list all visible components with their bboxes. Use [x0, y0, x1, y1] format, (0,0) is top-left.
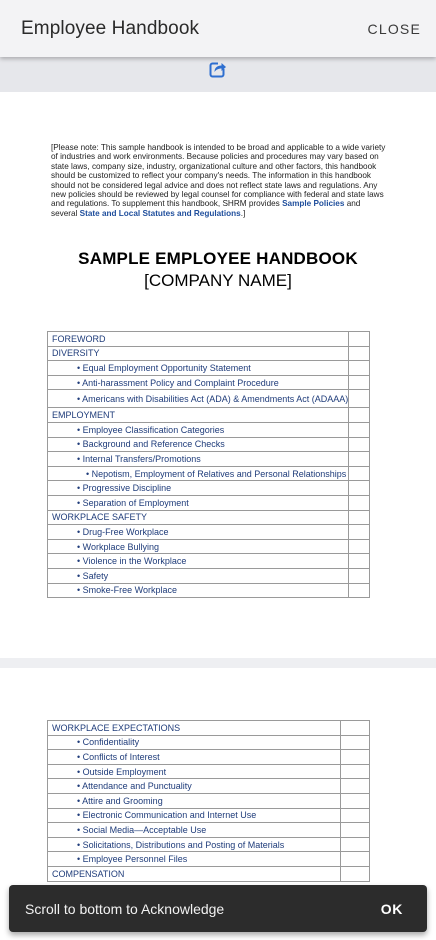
- toc-row[interactable]: [48, 568, 370, 583]
- toc-row[interactable]: [48, 390, 370, 408]
- toc-entry-label: • Electronic Communication and Internet Use: [48, 808, 341, 823]
- toc-page-number-cell: [349, 510, 370, 525]
- toc-entry-label: • Progressive Discipline: [48, 481, 349, 496]
- handbook-title: SAMPLE EMPLOYEE HANDBOOK: [78, 249, 358, 268]
- toc-page-number-cell: [349, 346, 370, 361]
- sample-policies-link[interactable]: Sample Policies: [282, 199, 345, 209]
- toc-row[interactable]: [48, 437, 370, 452]
- toc-row[interactable]: [48, 852, 370, 867]
- toc-page-number-cell: [341, 852, 370, 867]
- snackbar-message: Scroll to bottom to Acknowledge: [25, 900, 225, 917]
- toc-entry-label: • Background and Reference Checks: [48, 437, 349, 452]
- toc-section-label: WORKPLACE SAFETY: [48, 510, 349, 525]
- note-text: and several: [51, 199, 361, 218]
- toc-entry-label: • Employee Classification Categories: [48, 422, 349, 437]
- toc-page-number-cell: [341, 866, 370, 881]
- toc-row[interactable]: [48, 452, 370, 467]
- toc-page-number-cell: [349, 332, 370, 347]
- page-title: Employee Handbook: [21, 17, 200, 39]
- share-icon[interactable]: [209, 60, 227, 78]
- toc-row[interactable]: [48, 721, 370, 736]
- disclaimer-note: [51, 143, 389, 218]
- toc-entry-label: • Safety: [48, 568, 349, 583]
- toc-page-number-cell: [349, 466, 370, 481]
- toc-entry-label: • Separation of Employment: [48, 495, 349, 510]
- toc-page-number-cell: [349, 452, 370, 467]
- toc-row[interactable]: [48, 495, 370, 510]
- table-of-contents: [47, 720, 370, 882]
- toc-page-number-cell: [349, 554, 370, 569]
- toc-page-number-cell: [349, 437, 370, 452]
- toc-entry-label: • Americans with Disabilities Act (ADA) & Amendments Act (ADAAA): [48, 390, 349, 408]
- table-of-contents: [47, 331, 370, 598]
- ok-button[interactable]: OK: [380, 900, 403, 917]
- toc-section-label: DIVERSITY: [48, 346, 349, 361]
- toc-entry-label: • Outside Employment: [48, 764, 341, 779]
- toc-entry-label: • Social Media—Acceptable Use: [48, 823, 341, 838]
- company-name-placeholder: [COMPANY NAME]: [144, 271, 292, 290]
- toc-row[interactable]: [48, 866, 370, 881]
- toc-row[interactable]: [48, 539, 370, 554]
- app-bar: [0, 0, 436, 57]
- toc-row[interactable]: [48, 554, 370, 569]
- toc-row[interactable]: [48, 361, 370, 376]
- toc-page-number-cell: [341, 808, 370, 823]
- note-text: [Please note: This sample handbook is intended to be broad and applicable to a wide variety of industries and work environments. Because policies and procedures may vary based on state laws, company size, industry, organizational culture and other factors, this handbook should be customized to reflect your company's needs. The information in this handbook should not be considered legal advice and does not reflect state laws and regulations. Any new policies should be reviewed by legal counsel for compliance with federal and state laws and regulations. To supplement this handbook, SHRM provides: [51, 143, 386, 209]
- toc-section-label: COMPENSATION: [48, 866, 341, 881]
- toc-page-number-cell: [341, 779, 370, 794]
- toc-row[interactable]: [48, 375, 370, 390]
- toc-entry-label: • Nepotism, Employment of Relatives and Personal Relationships: [48, 466, 349, 481]
- toc-entry-label: • Solicitations, Distributions and Posting of Materials: [48, 837, 341, 852]
- toc-entry-label: • Internal Transfers/Promotions: [48, 452, 349, 467]
- acknowledge-snackbar: [9, 885, 427, 932]
- document-page-1[interactable]: [0, 92, 436, 658]
- toc-row[interactable]: [48, 332, 370, 347]
- document-toolbar: [0, 57, 436, 92]
- toc-page-number-cell: [341, 721, 370, 736]
- toc-page-number-cell: [349, 481, 370, 496]
- toc-page-number-cell: [349, 568, 370, 583]
- toc-row[interactable]: [48, 837, 370, 852]
- toc-row[interactable]: [48, 481, 370, 496]
- toc-entry-label: • Employee Personnel Files: [48, 852, 341, 867]
- toc-row[interactable]: [48, 779, 370, 794]
- toc-entry-label: • Attire and Grooming: [48, 793, 341, 808]
- toc-entry-label: • Attendance and Punctuality: [48, 779, 341, 794]
- toc-row[interactable]: [48, 764, 370, 779]
- toc-page-number-cell: [341, 823, 370, 838]
- toc-entry-label: • Confidentiality: [48, 735, 341, 750]
- toc-page-number-cell: [349, 422, 370, 437]
- toc-row[interactable]: [48, 346, 370, 361]
- toc-row[interactable]: [48, 793, 370, 808]
- toc-row[interactable]: [48, 422, 370, 437]
- toc-page-number-cell: [349, 361, 370, 376]
- toc-page-number-cell: [349, 375, 370, 390]
- toc-page-number-cell: [349, 583, 370, 598]
- toc-entry-label: • Conflicts of Interest: [48, 750, 341, 765]
- toc-entry-label: • Anti-harassment Policy and Complaint Procedure: [48, 375, 349, 390]
- toc-page-number-cell: [349, 408, 370, 423]
- toc-page-number-cell: [341, 750, 370, 765]
- toc-row[interactable]: [48, 750, 370, 765]
- toc-page-number-cell: [341, 837, 370, 852]
- toc-page-number-cell: [349, 539, 370, 554]
- toc-page-number-cell: [341, 764, 370, 779]
- toc-entry-label: • Drug-Free Workplace: [48, 525, 349, 540]
- toc-page-number-cell: [341, 793, 370, 808]
- toc-row[interactable]: [48, 408, 370, 423]
- toc-section-label: FOREWORD: [48, 332, 349, 347]
- toc-page-number-cell: [349, 390, 370, 408]
- toc-row[interactable]: [48, 823, 370, 838]
- toc-entry-label: • Workplace Bullying: [48, 539, 349, 554]
- toc-row[interactable]: [48, 525, 370, 540]
- toc-row[interactable]: [48, 510, 370, 525]
- toc-entry-label: • Smoke-Free Workplace: [48, 583, 349, 598]
- toc-page-number-cell: [341, 735, 370, 750]
- note-text: .]: [240, 208, 246, 218]
- toc-entry-label: • Violence in the Workplace: [48, 554, 349, 569]
- toc-page-number-cell: [349, 525, 370, 540]
- toc-row[interactable]: [48, 735, 370, 750]
- toc-section-label: EMPLOYMENT: [48, 408, 349, 423]
- close-button[interactable]: CLOSE: [367, 20, 421, 37]
- toc-entry-label: • Equal Employment Opportunity Statement: [48, 361, 349, 376]
- state-local-statutes-link[interactable]: State and Local Statutes and Regulations: [79, 208, 241, 218]
- toc-row[interactable]: [48, 466, 370, 481]
- toc-row[interactable]: [48, 583, 370, 598]
- toc-page-number-cell: [349, 495, 370, 510]
- toc-section-label: WORKPLACE EXPECTATIONS: [48, 721, 341, 736]
- toc-row[interactable]: [48, 808, 370, 823]
